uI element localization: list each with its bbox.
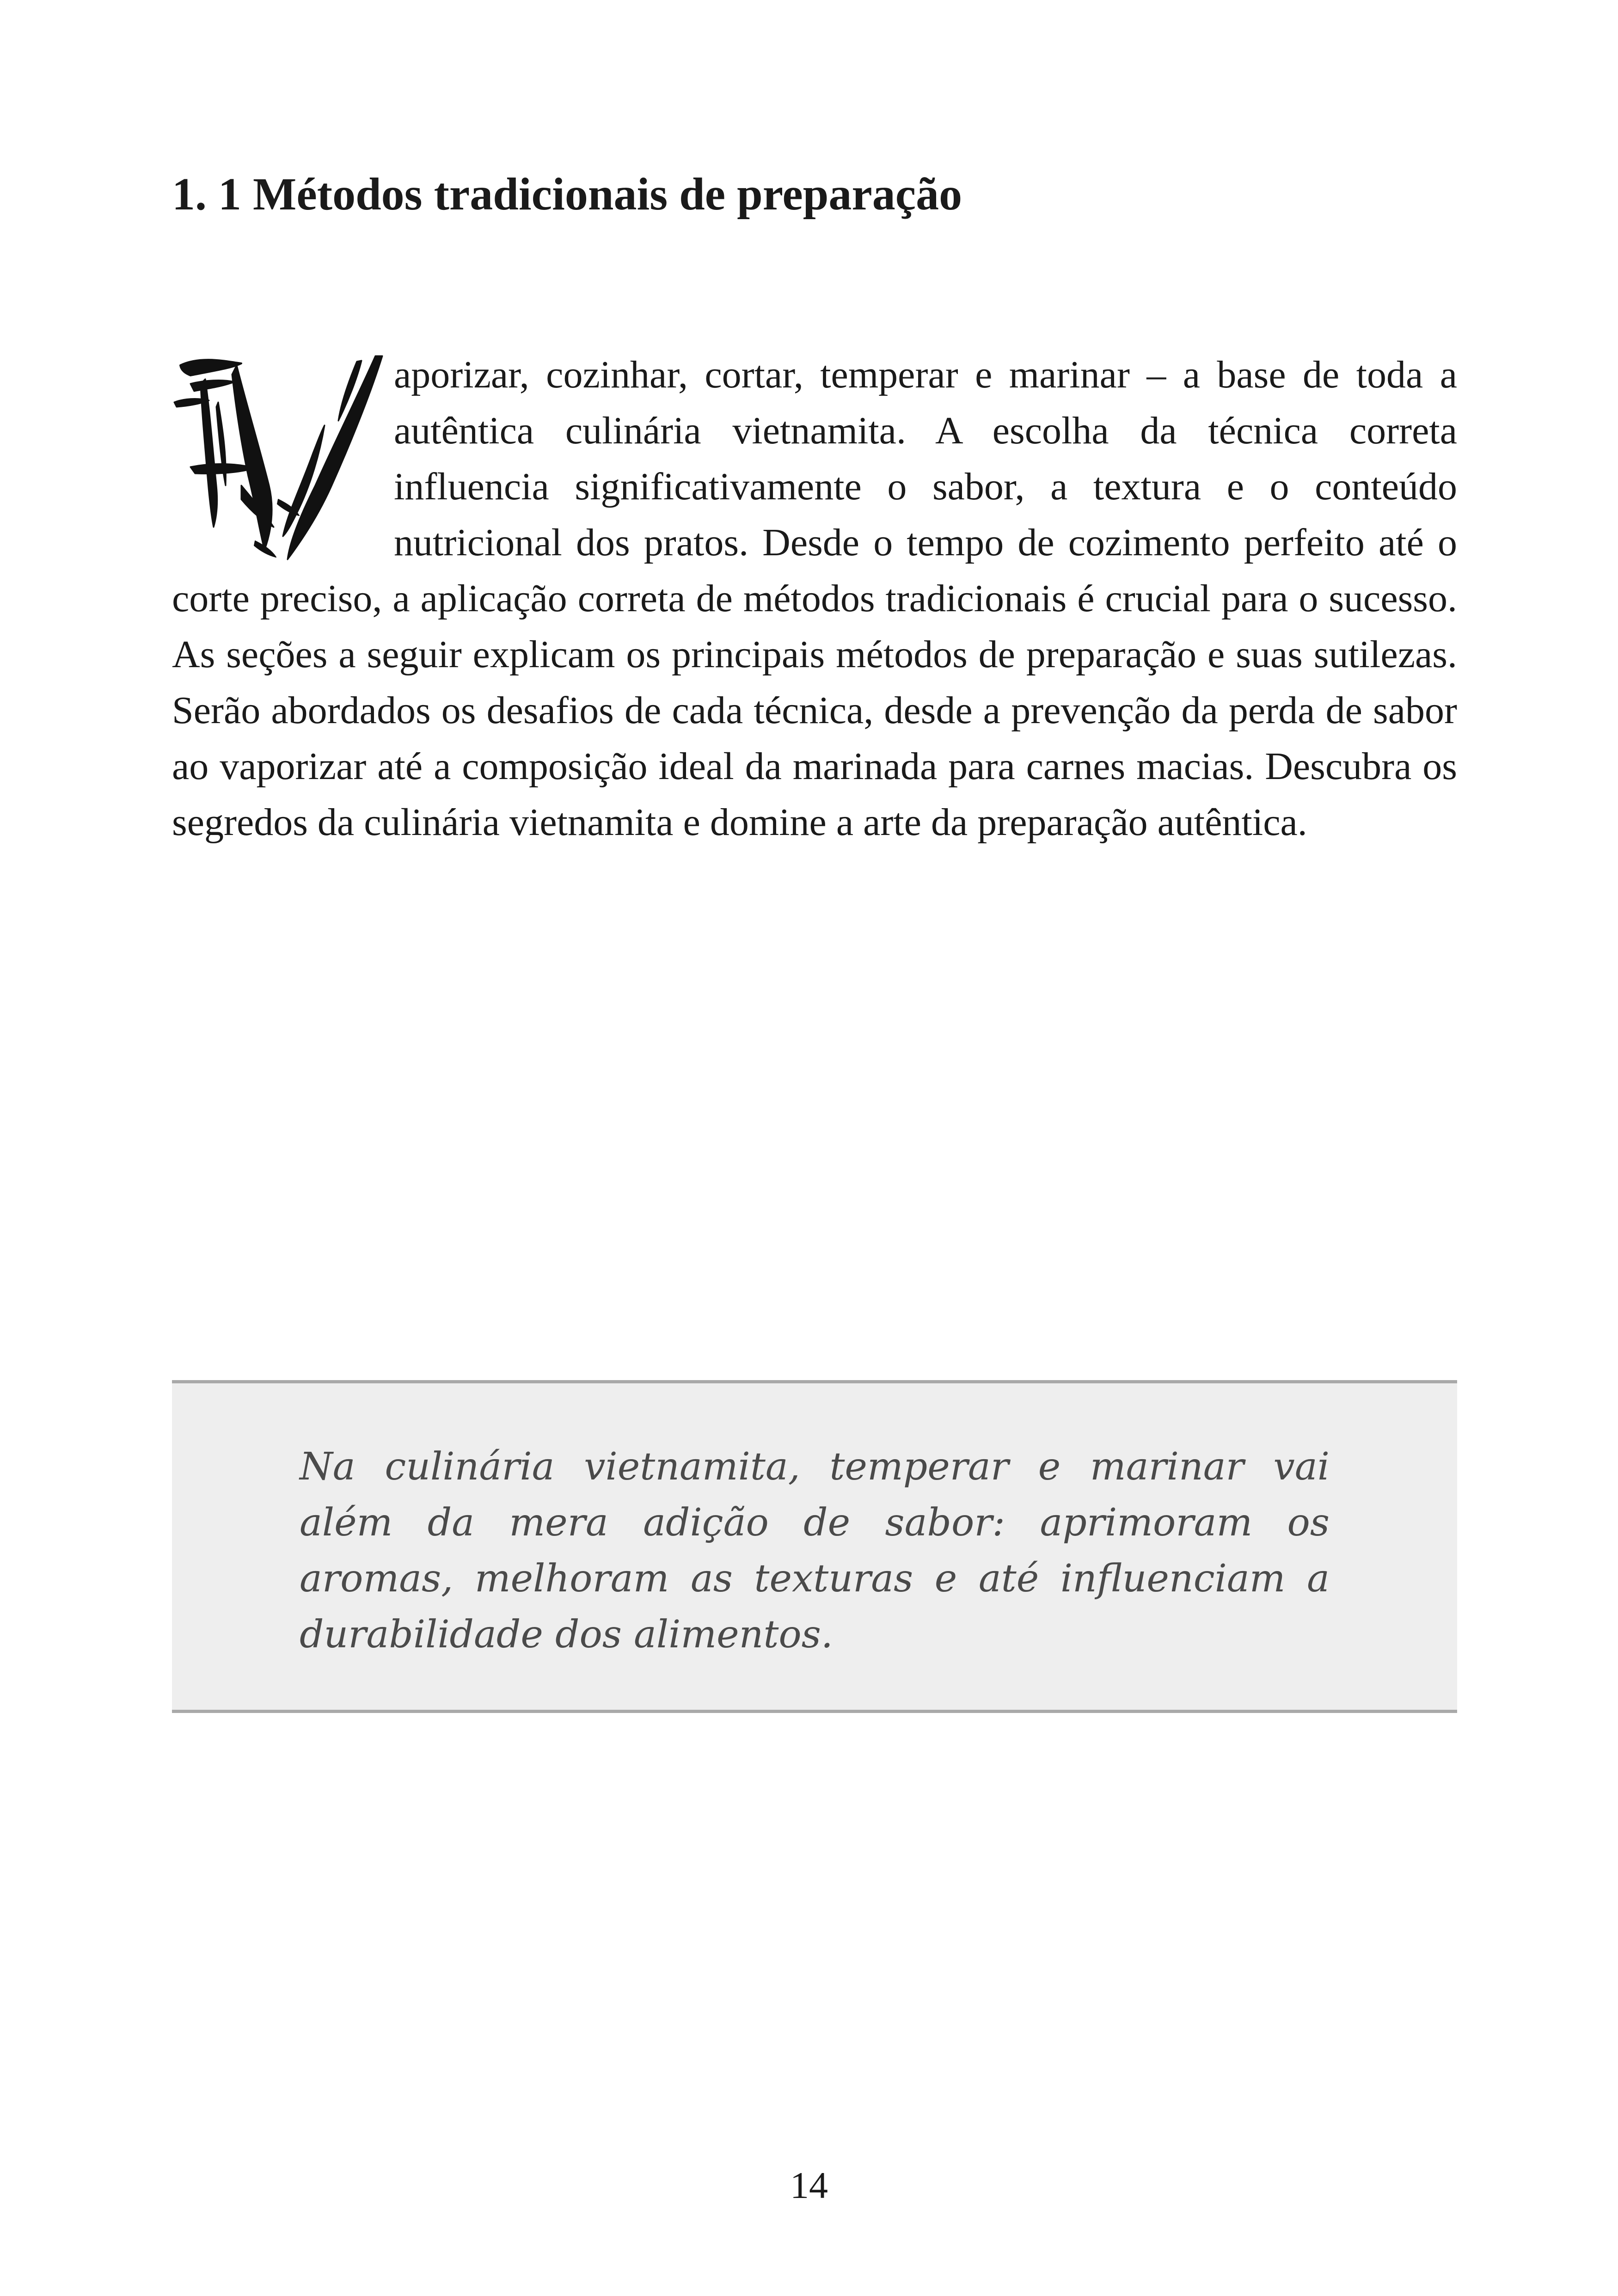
quote-callout-box <box>172 1380 1457 1713</box>
body-paragraph <box>172 347 1457 850</box>
page-number: 14 <box>790 2164 828 2206</box>
section-title: 1. 1 Métodos tradicionais de preparação <box>172 168 962 220</box>
drop-cap-v-brush-icon <box>172 347 394 569</box>
callout-text: Na culinária vietnamita, temperar e marinar vai além da mera adição de sabor: aprimoram os aromas, melhoram as texturas e até influenciam a durabilidade dos alimentos. <box>300 1445 1330 1657</box>
brush-letter-graphic <box>172 347 385 564</box>
body-paragraph-text: aporizar, cozinhar, cortar, temperar e marinar – a base de toda a autêntica culinária vietnamita. A escolha da técnica correta influencia significativamente o sabor, a textura e o conteúdo nutricional dos pratos. Desde o tempo de cozimento perfeito até o corte preciso, a aplicação correta de métodos tradicionais é crucial para o sucesso. As seções a seguir explicam os principais métodos de preparação e suas sutilezas. Serão abordados os desafios de cada técnica, desde a prevenção da perda de sabor ao vaporizar até a composição ideal da marinada para carnes macias. Descubra os segredos da culinária vietnamita e domine a arte da preparação autêntica. <box>172 353 1457 844</box>
